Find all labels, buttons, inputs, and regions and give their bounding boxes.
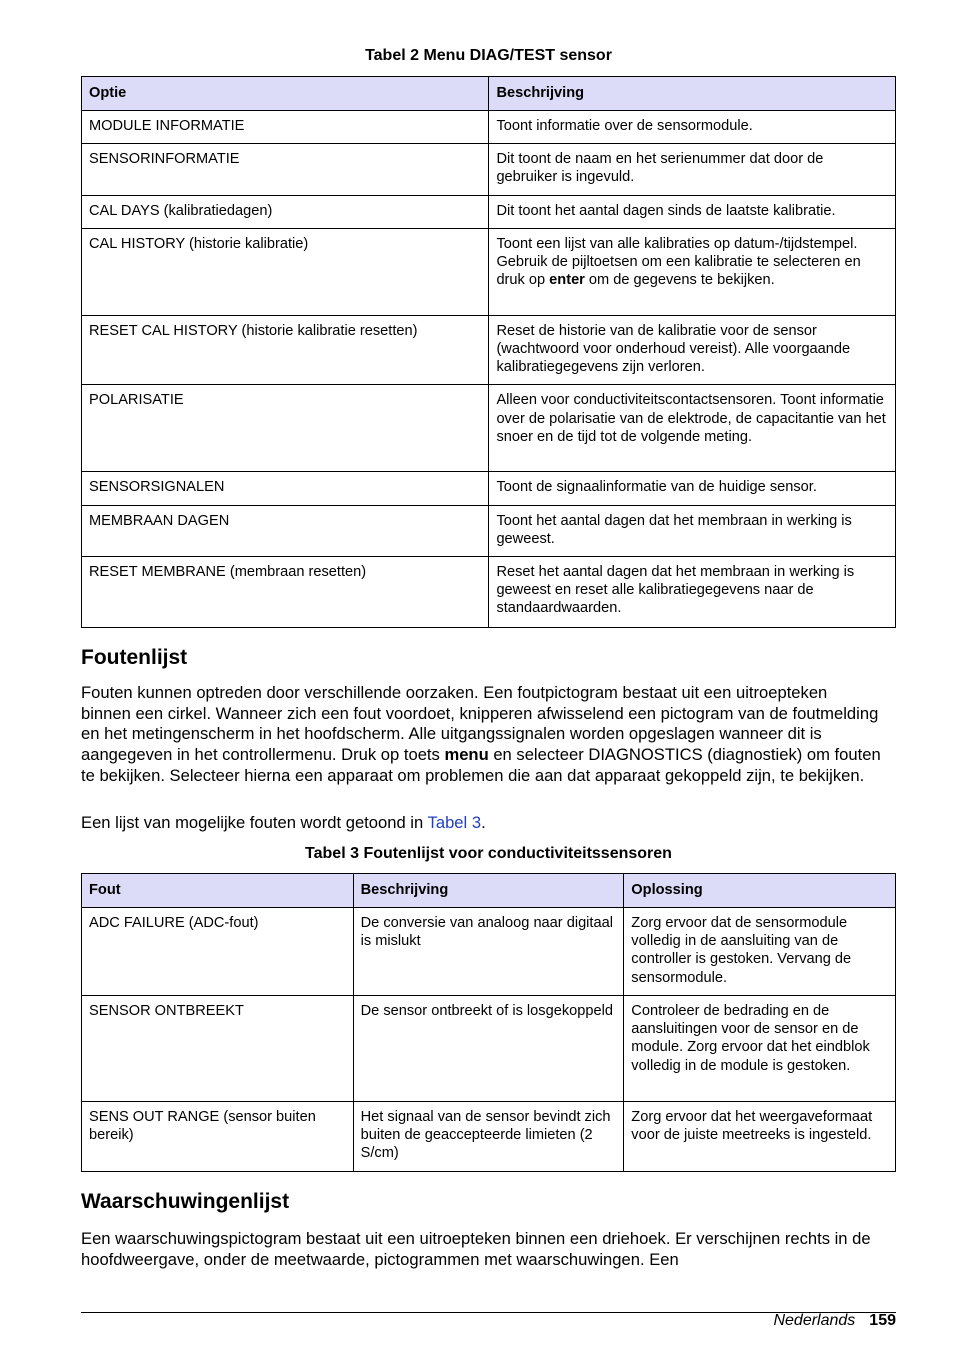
table-row bbox=[82, 144, 896, 195]
table-row bbox=[82, 228, 896, 315]
table2-cell: POLARISATIE bbox=[82, 385, 489, 472]
key-label: enter bbox=[549, 272, 585, 289]
table3-cell: Zorg ervoor dat de sensormodule volledig in de aansluiting van de controller is gestoken. Vervang de sensormodule. bbox=[624, 908, 896, 996]
tabel3-link[interactable]: Tabel 3 bbox=[427, 813, 482, 832]
page-number: 159 bbox=[869, 1312, 896, 1329]
table3-cell: De sensor ontbreekt of is losgekoppeld bbox=[353, 996, 624, 1102]
table2-cell: MODULE INFORMATIE bbox=[82, 111, 489, 144]
foutenlijst-reference: Een lijst van mogelijke fouten wordt getoond in Tabel 3. bbox=[81, 813, 486, 832]
table-row bbox=[82, 315, 896, 385]
table-row bbox=[82, 385, 896, 472]
table2-cell: CAL HISTORY (historie kalibratie) bbox=[82, 228, 489, 315]
diag-test-table bbox=[81, 76, 896, 628]
table3-cell: Controleer de bedrading en de aansluitingen voor de sensor en de module. Zorg ervoor dat het eindblok volledig in de module is gestoken. bbox=[624, 996, 896, 1102]
footer bbox=[773, 1312, 896, 1330]
foutenlijst-paragraph: Fouten kunnen optreden door verschillende oorzaken. Een foutpictogram bestaat uit een uitroepteken binnen een cirkel. Wanneer zich een fout voordoet, knipperen afwisselend een pictogram van de foutmelding en het metingenscherm in het hoofdscherm. Alle uitgangssignalen worden opgeslagen wanneer dit is aangegeven in het controllermenu. Druk op toets menu en selecteer DIAGNOSTICS (diagnostiek) om fouten te bekijken. Selecteer hierna een apparaat om problemen die aan dat apparaat gekoppeld zijn, te bekijken. bbox=[81, 683, 881, 785]
table2-cell: SENSORINFORMATIE bbox=[82, 144, 489, 195]
table2-cell: SENSORSIGNALEN bbox=[82, 472, 489, 505]
table3-header-2: Oplossing bbox=[624, 874, 896, 908]
table-row bbox=[82, 472, 896, 505]
table2-header-0: Optie bbox=[82, 77, 489, 111]
waarschuwingenlijst-paragraph: Een waarschuwingspictogram bestaat uit een uitroepteken binnen een driehoek. Er verschijnen rechts in de hoofdweergave, onder de meetwaarde, pictogrammen met waarschuwingen. Een bbox=[81, 1229, 871, 1269]
table3-cell: Zorg ervoor dat het weergaveformaat voor de juiste meetreeks is ingesteld. bbox=[624, 1102, 896, 1172]
table2-cell: Reset het aantal dagen dat het membraan in werking is geweest en reset alle kalibratiegegevens naar de standaardwaarden. bbox=[489, 557, 896, 628]
table3-cell: SENSOR ONTBREEKT bbox=[82, 996, 354, 1102]
table3-header-0: Fout bbox=[82, 874, 354, 908]
table-row bbox=[82, 1102, 896, 1172]
footer-language: Nederlands bbox=[773, 1312, 856, 1329]
table2-cell: RESET MEMBRANE (membraan resetten) bbox=[82, 557, 489, 628]
table2-cell: MEMBRAAN DAGEN bbox=[82, 505, 489, 556]
table2-cell: Dit toont de naam en het serienummer dat door de gebruiker is ingevuld. bbox=[489, 144, 896, 195]
table-row bbox=[82, 557, 896, 628]
table3-cell: De conversie van analoog naar digitaal is mislukt bbox=[353, 908, 624, 996]
waarschuwingenlijst-heading: Waarschuwingenlijst bbox=[81, 1190, 290, 1213]
table2-header-1: Beschrijving bbox=[489, 77, 896, 111]
table2-cell: Dit toont het aantal dagen sinds de laatste kalibratie. bbox=[489, 195, 896, 228]
table2-cell: Reset de historie van de kalibratie voor de sensor (wachtwoord voor onderhoud vereist). Alle voorgaande kalibratiegegevens zijn verloren. bbox=[489, 315, 896, 385]
table-row bbox=[82, 996, 896, 1102]
table3-cell: ADC FAILURE (ADC-fout) bbox=[82, 908, 354, 996]
foutenlijst-heading: Foutenlijst bbox=[81, 646, 188, 669]
table2-cell: CAL DAYS (kalibratiedagen) bbox=[82, 195, 489, 228]
table-row bbox=[82, 505, 896, 556]
table2-caption: Tabel 2 Menu DIAG/TEST sensor bbox=[365, 47, 612, 64]
table-row bbox=[82, 908, 896, 996]
table2-cell: Toont een lijst van alle kalibraties op datum-/tijdstempel. Gebruik de pijltoetsen om een kalibratie te selecteren en druk op enter om de gegevens te bekijken. bbox=[489, 228, 896, 315]
table2-cell: RESET CAL HISTORY (historie kalibratie resetten) bbox=[82, 315, 489, 385]
foutenlijst-table bbox=[81, 873, 896, 1172]
table3-cell: SENS OUT RANGE (sensor buiten bereik) bbox=[82, 1102, 354, 1172]
table3-cell: Het signaal van de sensor bevindt zich buiten de geaccepteerde limieten (2 S/cm) bbox=[353, 1102, 624, 1172]
table3-header-1: Beschrijving bbox=[353, 874, 624, 908]
table3-caption: Tabel 3 Foutenlijst voor conductiviteitssensoren bbox=[305, 845, 672, 862]
table2-cell: Toont de signaalinformatie van de huidige sensor. bbox=[489, 472, 896, 505]
table-row bbox=[82, 111, 896, 144]
table2-cell: Toont het aantal dagen dat het membraan in werking is geweest. bbox=[489, 505, 896, 556]
table-row bbox=[82, 195, 896, 228]
menu-key: menu bbox=[444, 745, 489, 765]
table2-cell: Toont informatie over de sensormodule. bbox=[489, 111, 896, 144]
table2-cell: Alleen voor conductiviteitscontactsensoren. Toont informatie over de polarisatie van de elektrode, de capacitantie van het snoer en de tijd tot de volgende meting. bbox=[489, 385, 896, 472]
